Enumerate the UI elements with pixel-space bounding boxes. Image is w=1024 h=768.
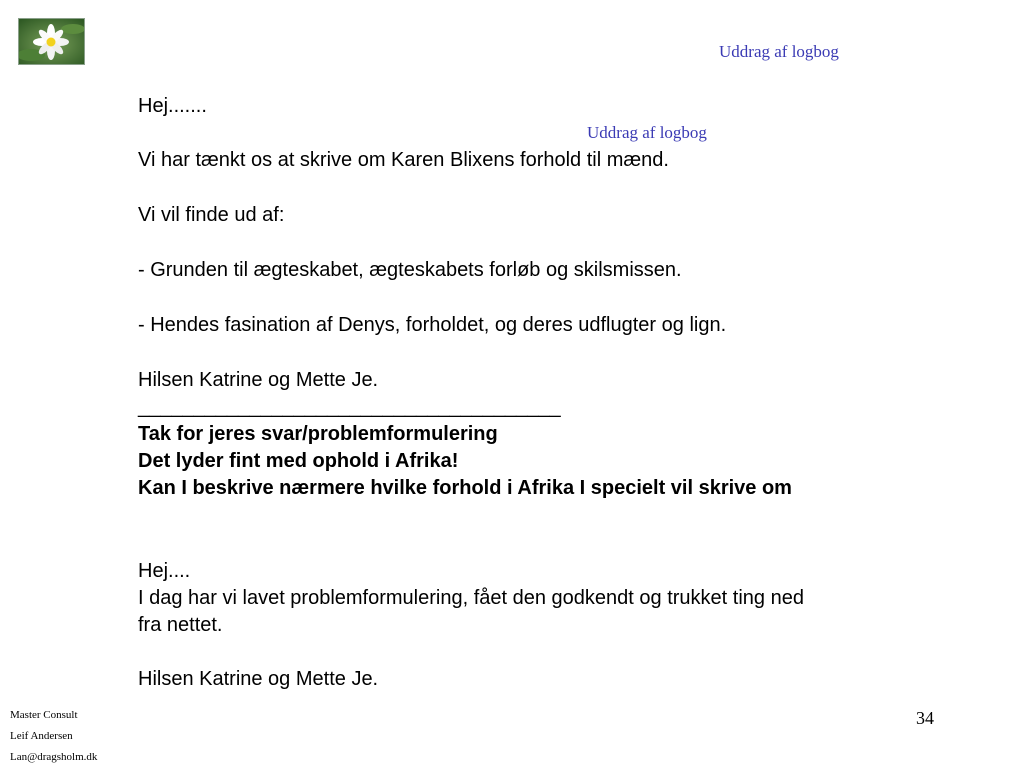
body-line-4: fra nettet.: [138, 614, 223, 636]
body-line-2: Vi vil finde ud af:: [138, 204, 285, 226]
greeting-1: Hej.......: [138, 95, 207, 117]
footer-company: Master Consult: [10, 709, 78, 721]
sub-title: Uddrag af logbog: [587, 123, 707, 142]
footer-email: Lan@dragsholm.dk: [10, 751, 98, 763]
reply-line-3: Kan I beskrive nærmere hvilke forhold i Afrika I specielt vil skrive om: [138, 477, 792, 499]
reply-line-2: Det lyder fint med ophold i Afrika!: [138, 450, 459, 472]
body-line-1: Vi har tænkt os at skrive om Karen Blixens forhold til mænd.: [138, 149, 669, 171]
header-title: Uddrag af logbog: [719, 42, 839, 61]
greeting-2: Hej....: [138, 560, 191, 582]
footer-name: Leif Andersen: [10, 730, 73, 742]
bullet-1: - Grunden til ægteskabet, ægteskabets forløb og skilsmissen.: [138, 259, 682, 281]
divider: ______________________________________: [138, 396, 561, 418]
bullet-2: - Hendes fasination af Denys, forholdet, og deres udflugter og lign.: [138, 314, 727, 336]
signature-1: Hilsen Katrine og Mette Je.: [138, 369, 379, 391]
reply-line-1: Tak for jeres svar/problemformulering: [138, 423, 498, 445]
water-lily-icon: [19, 19, 84, 64]
signature-2: Hilsen Katrine og Mette Je.: [138, 668, 379, 690]
page-number: 34: [916, 708, 934, 728]
water-lily-logo: [18, 18, 85, 65]
body-line-3: I dag har vi lavet problemformulering, fået den godkendt og trukket ting ned: [138, 587, 804, 609]
